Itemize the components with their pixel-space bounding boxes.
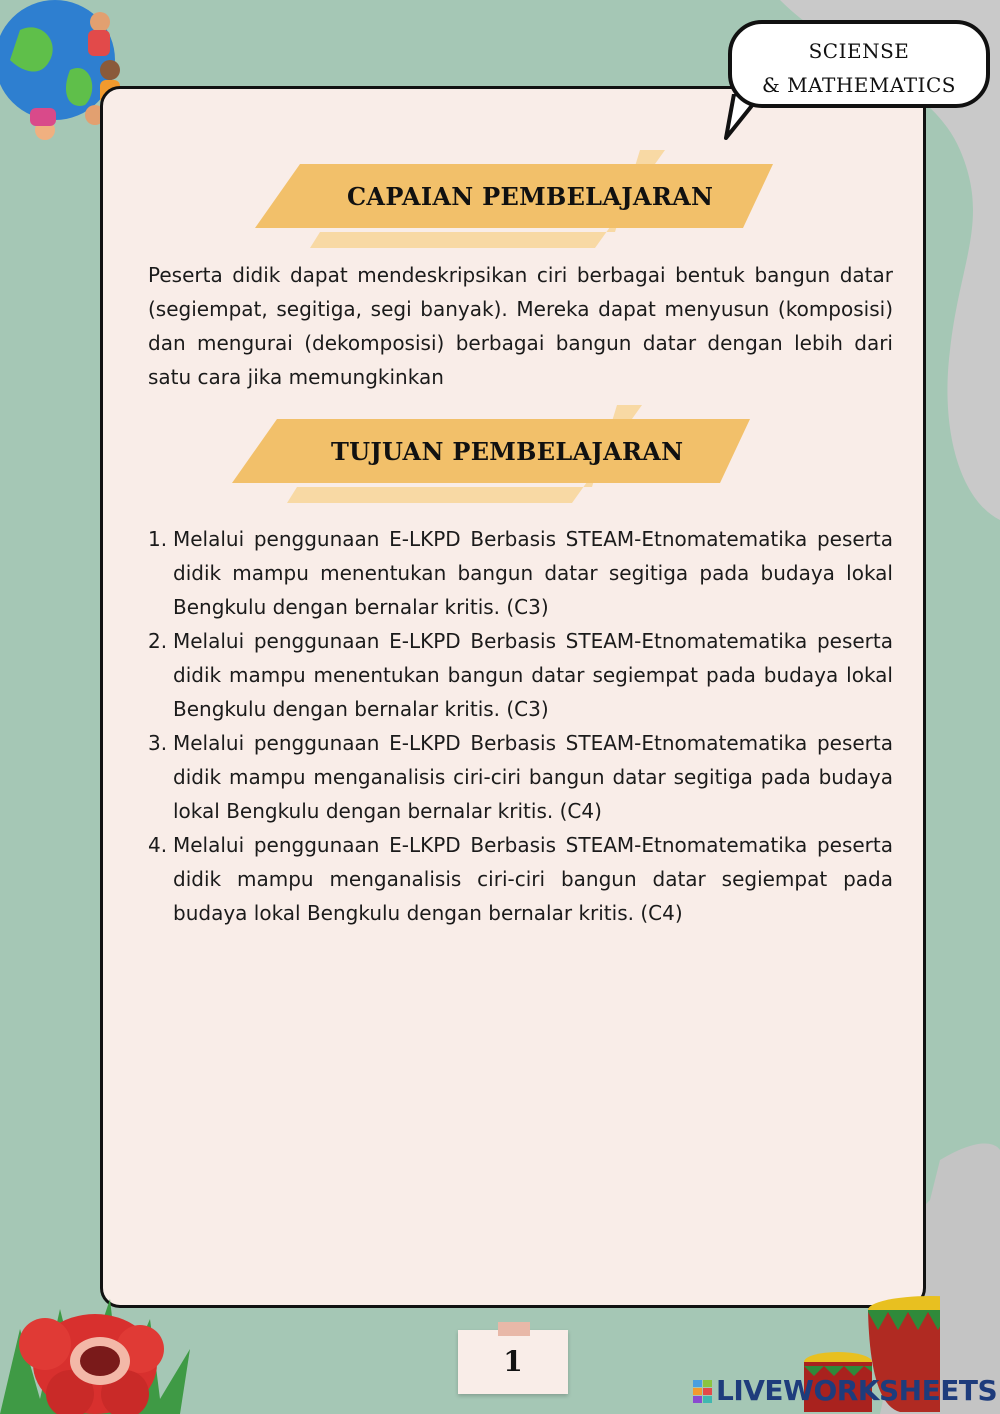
page-number: 1 bbox=[458, 1330, 568, 1394]
list-number: 4. bbox=[148, 833, 168, 857]
list-text: Melalui penggunaan E-LKPD Berbasis STEAM-Etnomatematika peserta didik mampu menentukan bangun datar segiempat pada budaya lokal Bengkulu dengan bernalar kritis. (C3) bbox=[173, 629, 893, 721]
list-item bbox=[148, 522, 893, 624]
capaian-paragraph: Peserta didik dapat mendeskripsikan ciri berbagai bentuk bangun datar (segiempat, segitiga, segi banyak). Mereka dapat menyusun (komposisi) dan mengurai (dekomposisi) berbagai bangun datar dengan lebih dari satu cara jika memungkinkan bbox=[148, 263, 893, 389]
tape-decoration bbox=[498, 1322, 530, 1336]
list-number: 3. bbox=[148, 731, 168, 755]
list-text: Melalui penggunaan E-LKPD Berbasis STEAM-Etnomatematika peserta didik mampu menganalisis ciri-ciri bangun datar segitiga pada budaya lokal Bengkulu dengan bernalar kritis. (C4) bbox=[173, 731, 893, 823]
list-number: 2. bbox=[148, 629, 168, 653]
list-item bbox=[148, 726, 893, 828]
list-number: 1. bbox=[148, 527, 168, 551]
liveworksheets-watermark[interactable] bbox=[716, 1374, 997, 1407]
bubble-line-2: & MATHEMATICS bbox=[762, 73, 956, 97]
goals-list bbox=[148, 522, 893, 930]
watermark-text: LIVEWORKSHEETS bbox=[716, 1374, 998, 1407]
list-item bbox=[148, 828, 893, 930]
list-item bbox=[148, 624, 893, 726]
section-title-tujuan: TUJUAN PEMBELAJARAN bbox=[331, 437, 684, 466]
rafflesia-flower-illustration bbox=[0, 1289, 210, 1414]
list-text: Melalui penggunaan E-LKPD Berbasis STEAM-Etnomatematika peserta didik mampu menentukan bangun datar segitiga pada budaya lokal Bengkulu dengan bernalar kritis. (C3) bbox=[173, 527, 893, 619]
bubble-line-1: SCIENSE bbox=[808, 39, 910, 63]
list-text: Melalui penggunaan E-LKPD Berbasis STEAM-Etnomatematika peserta didik mampu menganalisis ciri-ciri bangun datar segiempat pada budaya lokal Bengkulu dengan bernalar kritis. (C4) bbox=[173, 833, 893, 925]
liveworksheets-logo-icon bbox=[693, 1380, 713, 1404]
section-title-capaian: CAPAIAN PEMBELAJARAN bbox=[347, 182, 714, 211]
subject-speech-bubble bbox=[728, 20, 990, 108]
